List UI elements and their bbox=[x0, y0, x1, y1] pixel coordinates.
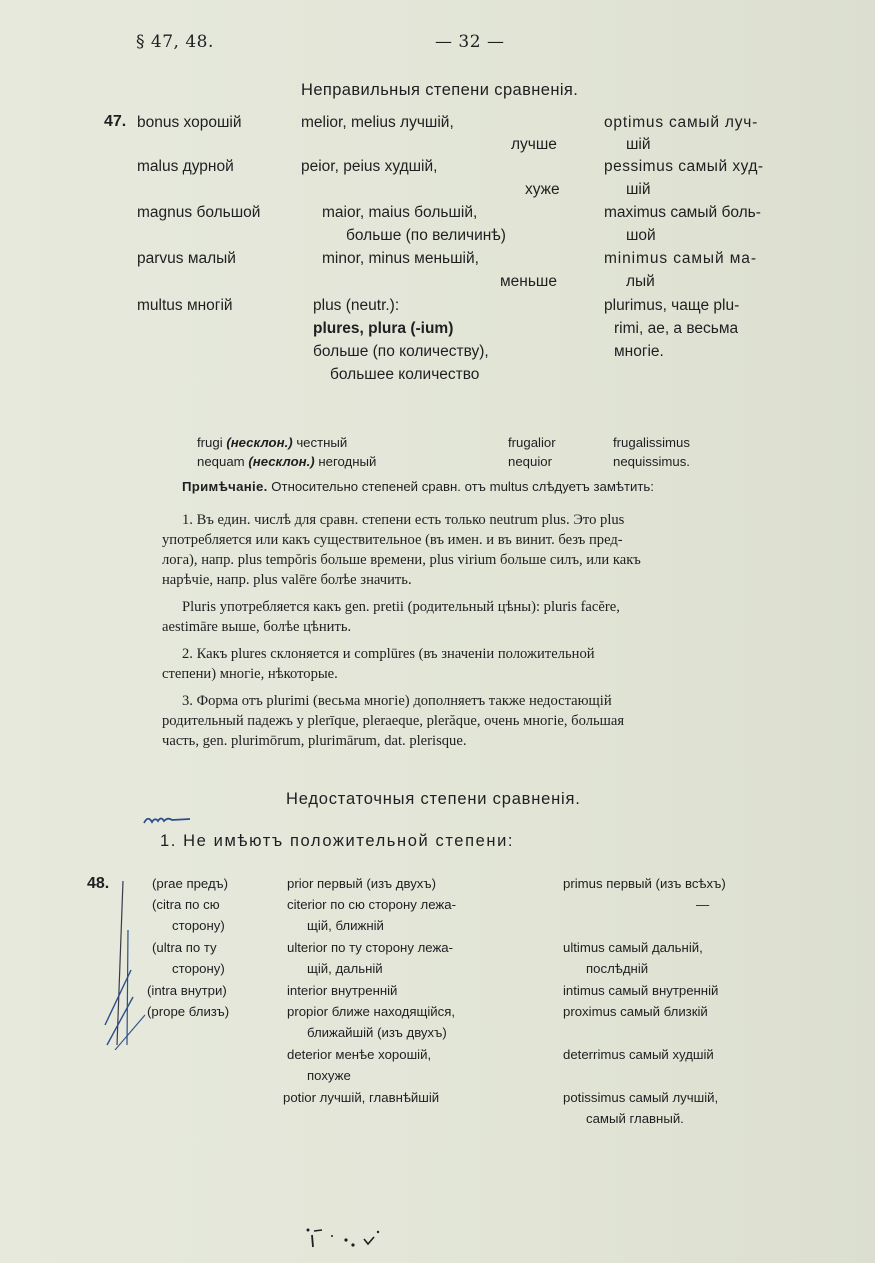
positive-form: malus дурной bbox=[137, 158, 234, 175]
positive-form: bonus хорошій bbox=[137, 114, 242, 131]
note-line: 2. Какъ plures склоняется и complūres (въ значеніи положительной bbox=[182, 646, 595, 662]
superlative-form: — bbox=[696, 897, 710, 912]
base-word-cont: сторону) bbox=[172, 961, 225, 976]
comparative-form: citerior по сю сторону лежа- bbox=[287, 897, 456, 912]
indecl-meaning: честный bbox=[296, 435, 348, 450]
note-line: нарѣчіе, напр. plus valēre болѣе значить. bbox=[162, 572, 412, 588]
superlative-form-cont: лый bbox=[626, 273, 655, 290]
superlative-form: plurimus, чаще plu- bbox=[604, 297, 740, 314]
comparative-form-cont2: больше (по количеству), bbox=[313, 343, 489, 360]
indecl-word: frugi bbox=[197, 435, 223, 450]
comparative-form: prior первый (изъ двухъ) bbox=[287, 876, 437, 891]
superlative-form-cont: послѣдній bbox=[586, 961, 649, 976]
superlative-form-cont: шой bbox=[626, 227, 656, 244]
pencil-margin-marks bbox=[95, 875, 155, 1050]
base-word: (prae предъ) bbox=[152, 876, 229, 891]
page-number: — 32 — bbox=[435, 32, 505, 52]
note-line: aestimāre выше, болѣе цѣнить. bbox=[162, 619, 352, 635]
comparative-form-cont: щій, ближній bbox=[307, 918, 384, 933]
positive-form: multus многій bbox=[137, 297, 233, 314]
note-line: Pluris употребляется какъ gen. pretii (родительный цѣны): pluris facĕre, bbox=[182, 599, 620, 615]
superlative-form: proximus самый близкій bbox=[563, 1004, 708, 1019]
section-48-number: 48. bbox=[87, 875, 110, 892]
superlative-form: pessimus самый худ- bbox=[604, 158, 764, 175]
superlative-form: intimus самый внутренній bbox=[563, 983, 719, 998]
base-word-cont: сторону) bbox=[172, 918, 225, 933]
comparative-form: ulterior по ту сторону лежа- bbox=[287, 940, 454, 955]
indecl-note: (несклон.) bbox=[248, 454, 315, 469]
superlative-form: maximus самый боль- bbox=[604, 204, 761, 221]
pencil-squiggle-mark bbox=[142, 813, 194, 827]
superlative-form: ultimus самый дальній, bbox=[563, 940, 703, 955]
comparative-form: plus (neutr.): bbox=[313, 297, 400, 314]
note-line: степени) многіе, нѣкоторые. bbox=[162, 666, 338, 682]
base-word: (intra внутри) bbox=[147, 983, 227, 998]
positive-form: magnus большой bbox=[137, 204, 261, 221]
comparative-form-cont: лучше bbox=[511, 136, 557, 153]
superlative-form: potissimus самый лучшій, bbox=[563, 1090, 719, 1105]
note-line: употребляется или какъ существительное (въ имен. и въ винит. безъ пред- bbox=[162, 532, 623, 548]
base-word: (citra по сю bbox=[152, 897, 220, 912]
comparative-form-cont: щій, дальній bbox=[307, 961, 383, 976]
indecl-word: nequam bbox=[197, 454, 245, 469]
indecl-positive bbox=[197, 454, 376, 469]
comparative-form-cont: меньше bbox=[500, 273, 557, 290]
superlative-form-cont: rimi, ae, a весьма bbox=[614, 320, 739, 337]
comparative-form-cont3: большее количество bbox=[330, 366, 480, 383]
comparative-form-cont: больше (по величинѣ) bbox=[346, 227, 506, 244]
superlative-form: minimus самый ма- bbox=[604, 250, 757, 267]
comparative-form: melior, melius лучшій, bbox=[301, 114, 454, 131]
indecl-comparative: nequior bbox=[508, 454, 552, 469]
comparative-form-cont: ближайшій (изъ двухъ) bbox=[307, 1025, 447, 1040]
superlative-form: optimus самый луч- bbox=[604, 114, 759, 131]
comparative-form: minor, minus меньшій, bbox=[322, 250, 479, 267]
comparative-form-cont: похуже bbox=[307, 1068, 351, 1083]
section-47-number: 47. bbox=[104, 113, 127, 130]
base-word: (prope близъ) bbox=[147, 1004, 230, 1019]
superlative-form: deterrimus самый худшій bbox=[563, 1047, 714, 1062]
indecl-superlative: nequissimus. bbox=[613, 454, 690, 469]
remark-text: Относительно степеней сравн. отъ multus слѣдуетъ замѣтить: bbox=[271, 479, 654, 494]
remark-label: Примѣчаніе. bbox=[182, 479, 268, 494]
indecl-comparative: frugalior bbox=[508, 435, 556, 450]
comparative-form: deterior менѣе хорошій, bbox=[287, 1047, 432, 1062]
comparative-form-cont: plures, plura (-ium) bbox=[313, 320, 454, 337]
indecl-meaning: негодный bbox=[318, 454, 377, 469]
comparative-form: propior ближе находящійся, bbox=[287, 1004, 456, 1019]
superlative-form-cont2: многіе. bbox=[614, 343, 664, 360]
indecl-superlative: frugalissimus bbox=[613, 435, 690, 450]
ink-smudge-marks bbox=[300, 1225, 410, 1255]
comparative-form-cont: хуже bbox=[525, 181, 560, 198]
comparative-form: maior, maius большій, bbox=[322, 204, 478, 221]
indecl-note: (несклон.) bbox=[226, 435, 293, 450]
base-word: (ultra по ту bbox=[152, 940, 217, 955]
superlative-form-cont: самый главный. bbox=[586, 1111, 684, 1126]
note-line: родительный падежъ у plerīque, pleraeque, plerăque, очень многіе, большая bbox=[162, 713, 625, 729]
indecl-positive bbox=[197, 435, 347, 450]
superlative-form-cont: шій bbox=[626, 181, 651, 198]
comparative-form: interior внутренній bbox=[287, 983, 398, 998]
note-line: лога), напр. plus tempŏris больше времени, plus virium больше силъ, или какъ bbox=[162, 552, 641, 568]
positive-form: parvus малый bbox=[137, 250, 236, 267]
section-48-title: Недостаточныя степени сравненія. bbox=[286, 790, 581, 808]
section-reference: § 47, 48. bbox=[136, 32, 214, 52]
superlative-form: primus первый (изъ всѣхъ) bbox=[563, 876, 726, 891]
comparative-form: peior, peius худшій, bbox=[301, 158, 438, 175]
note-line: 1. Въ един. числѣ для сравн. степени есть только neutrum plus. Это plus bbox=[182, 512, 625, 528]
section-47-title: Неправильныя степени сравненія. bbox=[301, 81, 579, 99]
remark bbox=[182, 479, 654, 494]
note-line: 3. Форма отъ plurimi (весьма многіе) дополняетъ также недостающій bbox=[182, 693, 612, 709]
section-48-subtitle: 1. Не имѣютъ положительной степени: bbox=[160, 832, 515, 850]
comparative-form: potior лучшій, главнѣйшій bbox=[283, 1090, 440, 1105]
superlative-form-cont: шій bbox=[626, 136, 651, 153]
note-line: часть, gen. plurimōrum, plurimārum, dat. plerisque. bbox=[162, 733, 467, 749]
